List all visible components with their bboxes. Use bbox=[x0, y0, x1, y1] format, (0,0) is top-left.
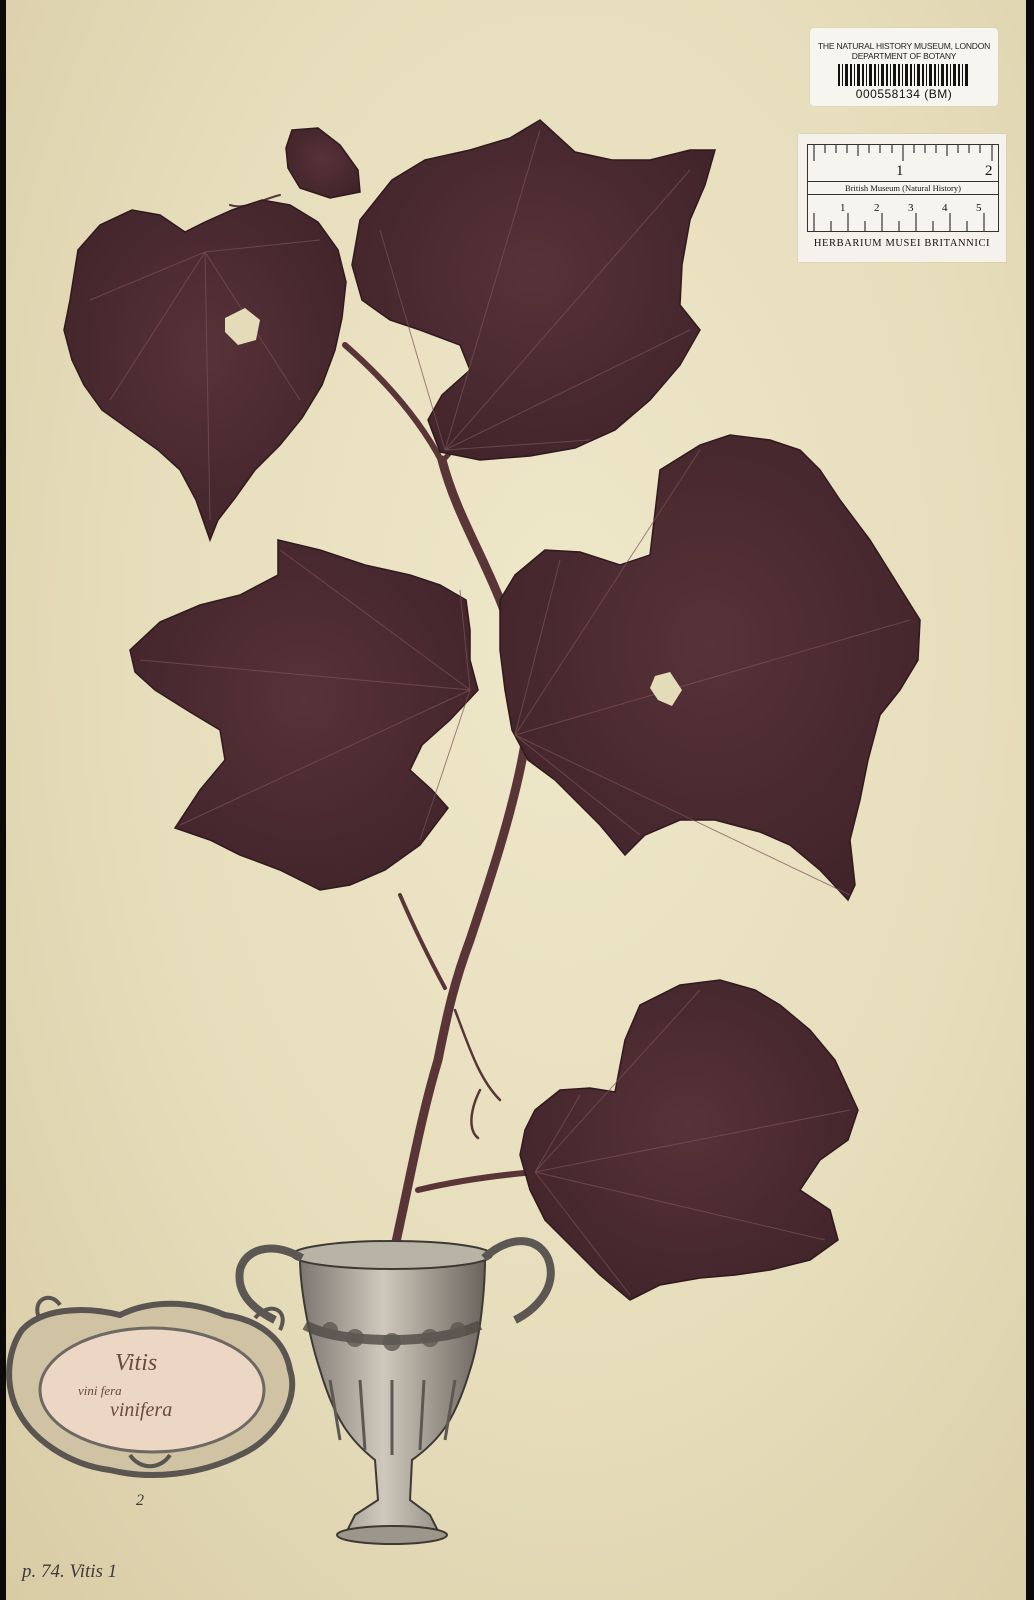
leaf-middle-left bbox=[130, 540, 478, 890]
cartouche-genus: Vitis bbox=[115, 1350, 158, 1376]
ruler-bottom-1: 1 bbox=[840, 202, 846, 214]
museum-name: THE NATURAL HISTORY MUSEUM, LONDON bbox=[817, 41, 991, 51]
ruler-caption: British Museum (Natural History) bbox=[808, 181, 998, 195]
leaf-bottom-right bbox=[520, 980, 858, 1300]
cartouche-note: vini fera bbox=[78, 1383, 122, 1398]
leaf-top-left bbox=[64, 200, 346, 540]
ruler-bottom-5: 5 bbox=[976, 202, 982, 214]
herbarium-name: HERBARIUM MUSEI BRITANNICI bbox=[813, 238, 991, 249]
leaf-middle-right bbox=[500, 435, 920, 900]
ruler-bottom-3: 3 bbox=[908, 202, 914, 214]
sheet-number: 2 bbox=[136, 1492, 144, 1509]
scale-ruler-label bbox=[798, 134, 1006, 262]
ruler-bottom-4: 4 bbox=[942, 202, 948, 214]
ruler-bottom-2: 2 bbox=[874, 202, 880, 214]
name-cartouche bbox=[9, 1298, 292, 1509]
leaf-top-tiny bbox=[286, 128, 360, 198]
ruler-top-1: 1 bbox=[896, 163, 904, 179]
barcode-number: 000558134 (BM) bbox=[855, 87, 953, 101]
barcode bbox=[838, 64, 970, 86]
cartouche-species: vinifera bbox=[110, 1399, 173, 1421]
scale-ruler bbox=[807, 144, 999, 232]
handwritten-note: p. 74. Vitis 1 bbox=[22, 1561, 118, 1582]
barcode-label bbox=[810, 28, 998, 106]
department-name: DEPARTMENT OF BOTANY bbox=[851, 51, 957, 61]
ruler-top-2: 2 bbox=[985, 163, 993, 179]
